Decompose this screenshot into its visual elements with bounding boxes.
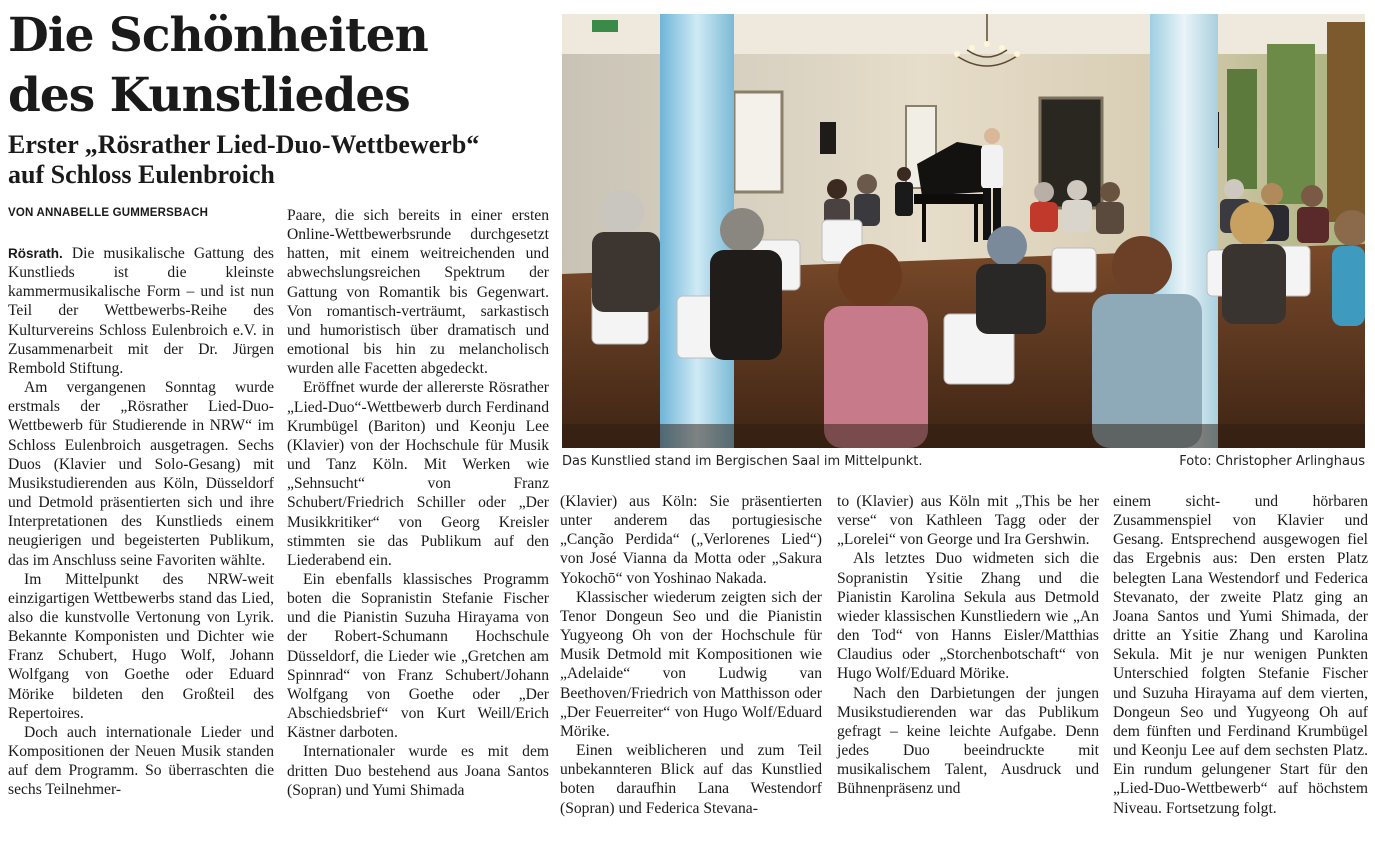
concert-photo (562, 14, 1365, 448)
paragraph: Am vergangenen Sonntag wurde erstmals der „Rösrather Lied-Duo-Wettbewerb für Studierende in NRW“ im Schloss Eulenbroich ausgetragen. Sechs Duos (Klavier und Solo-Gesang) mit Musikstudierenden aus Köln, Düsseldorf und Detmold präsentierten sich und ihre Interpretationen des Kunstlieds einem neugierigen und begeisterten Publikum, das im Anschluss seine Favoriten wählte. (8, 379, 274, 569)
paragraph: (Klavier) aus Köln: Sie präsentierten unter anderem das portugiesische „Canção Perdida“ („Verlorenes Lied“) von José Vianna da Motta oder „Sakura Yokochō“ von Yoshinao Nakada. (560, 493, 822, 587)
paragraph: Paare, die sich bereits in einer ersten Online-Wettbewerbsrunde durchgesetzt hatten, mit einem weitreichenden und abwechslungsreichen Spektrum der Gattung von Romantik bis Gegenwart. Von romantisch-verträumt, sarkastisch und humoristisch über dramatisch und emotional bis hin zu melancholisch wurden alle Facetten abgedeckt. (287, 207, 549, 378)
paragraph: Klassischer wiederum zeigten sich der Tenor Dongeun Seo und die Pianistin Yugyeong Oh von der Hochschule für Musik Detmold mit Kompositionen wie „Adelaide“ von Ludwig van Beethoven/Friedrich von Matthisson oder „Der Feuerreiter“ von Hugo Wolf/Eduard Mörike. (560, 588, 822, 740)
paragraph: Im Mittelpunkt des NRW-weit einzigartigen Wettbewerbs stand das Lied, also die kunstvolle Vertonung von Lyrik. Bekannte Komponisten und Dichter wie Franz Schubert, Hugo Wolf, Johann Wolfgang von Goethe oder Eduard Mörike bildeten den Großteil des Repertoires. (8, 570, 274, 722)
byline: VON ANNABELLE GUMMERSBACH (8, 207, 209, 219)
caption-text: Das Kunstlied stand im Bergischen Saal im Mittelpunkt. (562, 454, 923, 469)
paragraph: Internationaler wurde es mit dem dritten Duo bestehend aus Joana Santos (Sopran) und Yumi Shimada (287, 743, 549, 799)
paragraph: einem sicht- und hörbaren Zusammenspiel von Klavier und Gesang. Entsprechend ausgewogen fiel das Ergebnis aus: Den ersten Platz belegten Lana Westendorf und Federica Stevanato, der zweite Platz ging an Joana Santos und Yumi Shimada, der dritte an Ysitie Zhang und Karolina Sekula. Mit je nur wenigen Punkten Unterschied folgten Stefanie Fischer und Suzuha Hirayama auf dem vierten, Dongeun Seo und Yugyeong Oh auf dem fünften und Ferdinand Krumbügel und Keonju Lee auf dem sechsten Platz. Ein rundum gelungener Start für den „Lied-Duo-Wettbewerb“ auf höchstem Niveau. Fortsetzung folgt. (1113, 493, 1368, 817)
headline (8, 6, 548, 126)
photo-caption (562, 454, 1365, 469)
article-column-1 (8, 244, 274, 800)
article-column-5 (1113, 492, 1368, 818)
paragraph: Eröffnet wurde der allererste Rösrather „Lied-Duo“-Wettbewerb durch Ferdinand Krumbügel (Bariton) und Keonju Lee (Klavier) von der Hochschule für Musik und Tanz Köln. Mit Werken wie „Sehnsucht“ von Franz Schubert/Friedrich Schiller oder „Der Musikkritiker“ von Georg Kreisler stimmten sie das Publikum auf den Liederabend ein. (287, 379, 549, 569)
headline-line: Die Schönheiten (8, 8, 428, 63)
article-column-3 (560, 492, 822, 818)
paragraph: Rösrath. Die musikalische Gattung des Kunstlieds ist die kleinste kammermusikalische Form – und ist nun Teil der Wettbewerbs-Reihe des Kulturvereins Schloss Eulenbroich e.V. in Zusammenarbeit mit der Dr. Jürgen Rembold Stiftung. (8, 245, 275, 377)
subheadline (8, 130, 548, 190)
article-column-4 (837, 492, 1099, 799)
headline-line: des Kunstliedes (8, 68, 410, 123)
paragraph: Nach den Darbietungen der jungen Musikstudierenden war das Publikum gefragt – keine leichte Aufgabe. Denn jedes Duo beeindruckte mit musikalischem Talent, Ausdruck und Bühnenpräsenz und (837, 684, 1099, 798)
paragraph: Doch auch internationale Lieder und Kompositionen der Neuen Musik standen auf dem Programm. So überraschten die sechs Teilnehmer- (8, 723, 274, 799)
paragraph: Als letztes Duo widmeten sich die Sopranistin Ysitie Zhang und die Pianistin Karolina Sekula aus Detmold wieder klassischen Kunstliedern wie „An den Tod“ von Hanns Eisler/Matthias Claudius oder „Storchenbotschaft“ von Hugo Wolf/Eduard Mörike. (837, 550, 1099, 683)
concert-hall-illustration (562, 14, 1365, 448)
dateline: Rösrath. (8, 246, 63, 261)
article-column-2 (287, 206, 549, 800)
paragraph: Einen weiblicheren und zum Teil unbekannteren Blick auf das Kunstlied boten daraufhin Lana Westendorf (Sopran) und Federica Stevana- (560, 742, 822, 817)
subheadline-line: auf Schloss Eulenbroich (8, 160, 275, 189)
subheadline-line: Erster „Rösrather Lied-Duo-Wettbewerb“ (8, 130, 480, 159)
paragraph: to (Klavier) aus Köln mit „This be her verse“ von Kathleen Tagg oder der „Lorelei“ von George und Ira Gershwin. (837, 493, 1099, 549)
photo-credit: Foto: Christopher Arlinghaus (1179, 454, 1365, 469)
paragraph: Ein ebenfalls klassisches Programm boten die Sopranistin Stefanie Fischer und die Pianistin Suzuha Hirayama von der Robert-Schumann Hochschule Düsseldorf, die Lieder wie „Gretchen am Spinnrad“ von Franz Schubert/Johann Wolfgang von Goethe oder „Der Abschiedsbrief“ von Kurt Weill/Erich Kästner darboten. (287, 570, 549, 742)
